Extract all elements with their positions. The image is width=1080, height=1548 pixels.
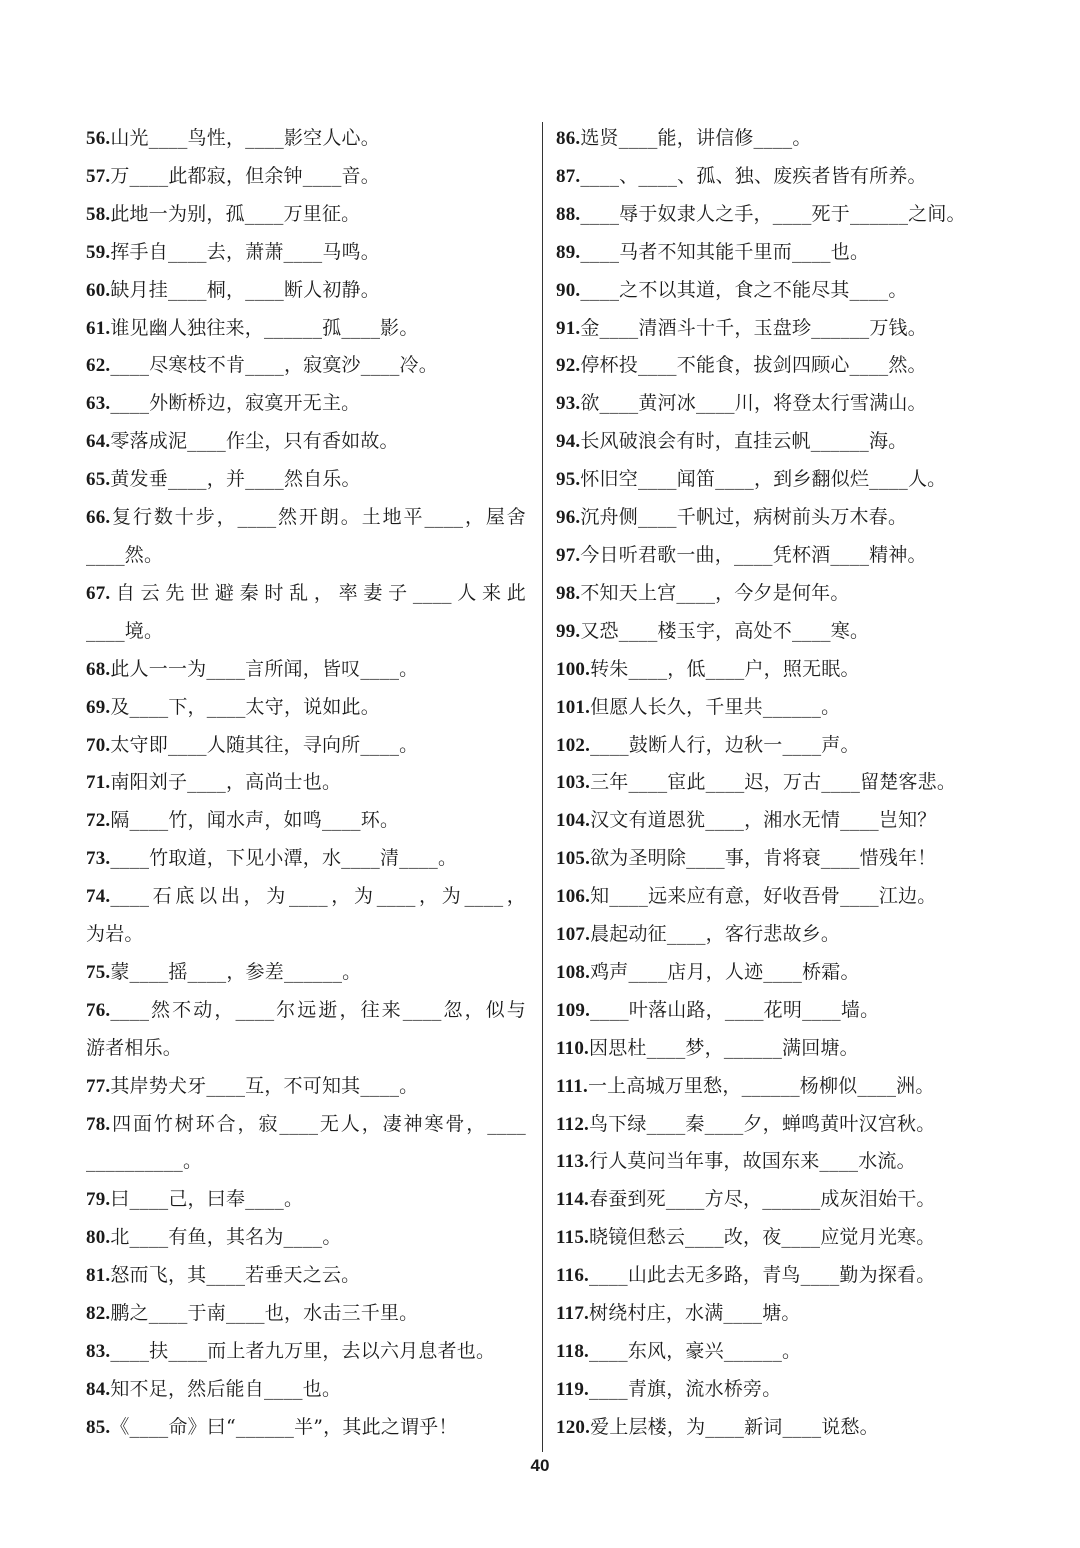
item-number: 83.: [86, 1341, 111, 1362]
exercise-item: [556, 120, 996, 158]
exercise-item: [86, 1295, 526, 1333]
item-text: ____东风，豪兴______。: [589, 1340, 802, 1362]
item-text: ____鼓断人行，边秋一____声。: [590, 733, 860, 756]
item-text: 山光____鸟性，____影空人心。: [110, 127, 380, 149]
exercise-item: [86, 499, 526, 537]
exercise-item: [86, 272, 526, 310]
item-text: ____外断桥边，寂寞开无主。: [110, 392, 361, 415]
item-text: 怀旧空____闻笛____，到乡翻似烂____人。: [580, 468, 947, 491]
exercise-item: [86, 727, 526, 765]
exercise-item: [86, 461, 526, 499]
item-text: 谁见幽人独往来，______孤____影。: [110, 316, 419, 339]
exercise-item: [556, 234, 996, 272]
item-text: 南阳刘子____，高尚士也。: [110, 771, 342, 794]
item-text: 知____远来应有意，好收吾骨____江边。: [590, 885, 937, 908]
item-text: 此人一一为____言所闻，皆叹____。: [110, 657, 419, 680]
exercise-item: [86, 196, 526, 234]
item-number: 67.: [86, 582, 111, 604]
item-text: 北____有鱼，其名为____。: [110, 1226, 342, 1249]
item-text: 长风破浪会有时，直挂云帆______海。: [580, 430, 908, 453]
exercise-item: [86, 575, 526, 613]
item-number: 60.: [86, 279, 111, 301]
item-text: 缺月挂____桐，____断人初静。: [110, 278, 380, 301]
item-number: 65.: [86, 469, 111, 491]
item-text: 转朱____，低____户，照无眠。: [590, 657, 860, 680]
exercise-item: [556, 1333, 996, 1371]
item-number: 105.: [556, 848, 591, 870]
item-text: 但愿人长久，千里共______。: [590, 695, 841, 718]
item-text: ____然不动，____尔远逝，往来____忽，似与: [110, 998, 526, 1021]
item-number: 90.: [556, 279, 581, 301]
item-text: 鸡声____店月，人迹____桥霜。: [590, 960, 860, 983]
exercise-item: [556, 1295, 996, 1333]
item-number: 115.: [556, 1227, 590, 1249]
exercise-item: [556, 423, 996, 461]
item-text: ____之不以其道，食之不能尽其____。: [580, 278, 908, 301]
exercise-item: [86, 1409, 526, 1447]
exercise-item: [556, 689, 996, 727]
exercise-item: [556, 916, 996, 954]
exercise-item: [556, 992, 996, 1030]
item-number: 93.: [556, 393, 581, 415]
item-number: 111.: [556, 1075, 588, 1097]
item-number: 104.: [556, 810, 591, 832]
item-text: ____、____、孤、独、废疾者皆有所养。: [580, 164, 927, 187]
item-number: 78.: [86, 1113, 111, 1135]
exercise-item: [86, 1181, 526, 1219]
item-text: 今日听君歌一曲，____凭杯酒____精神。: [580, 543, 927, 566]
item-text: 树绕村庄，水满____塘。: [589, 1302, 801, 1325]
page-number: 40: [530, 1456, 550, 1475]
item-number: 101.: [556, 696, 591, 718]
item-text: 爱上层楼，为____新词____说愁。: [590, 1415, 879, 1438]
exercise-item: [86, 158, 526, 196]
item-number: 58.: [86, 203, 111, 225]
exercise-item: [556, 840, 996, 878]
exercise-item: [556, 651, 996, 689]
item-text: ____扶____而上者九万里，去以六月息者也。: [110, 1340, 496, 1362]
item-text: 又恐____楼玉宇，高处不____寒。: [580, 619, 870, 642]
exercise-item: [86, 1257, 526, 1295]
item-number: 57.: [86, 165, 111, 187]
exercise-item: [556, 764, 996, 802]
item-text: 晓镜但愁云____改，夜____应觉月光寒。: [589, 1226, 936, 1249]
item-number: 117.: [556, 1303, 590, 1325]
exercise-item: [86, 764, 526, 802]
item-text: 三年____宦此____迟，万古____留楚客悲。: [590, 771, 957, 794]
item-number: 72.: [86, 810, 111, 832]
item-number: 113.: [556, 1151, 590, 1173]
left-column: [86, 120, 526, 1447]
exercise-item: [86, 954, 526, 992]
item-text: ____辱于奴隶人之手，____死于______之间。: [580, 202, 966, 225]
item-text: ____马者不知其能千里而____也。: [580, 240, 870, 263]
exercise-item: [556, 310, 996, 348]
exercise-item: [86, 1371, 526, 1409]
item-text: 春蚕到死____方尽，______成灰泪始干。: [589, 1188, 936, 1211]
item-text: 万____此都寂，但余钟____音。: [110, 164, 380, 187]
exercise-item: [86, 916, 526, 954]
exercise-item: [86, 689, 526, 727]
exercise-item: [556, 954, 996, 992]
exercise-item: [86, 1030, 526, 1068]
item-text: 挥手自____去，萧萧____马鸣。: [110, 240, 380, 263]
item-text: ____青旗，流水桥旁。: [589, 1377, 782, 1400]
exercise-item: [556, 196, 996, 234]
exercise-item: [556, 272, 996, 310]
exercise-item: [86, 537, 526, 575]
exercise-item: [86, 1219, 526, 1257]
exercise-item: [556, 461, 996, 499]
item-text: 四面竹树环合，寂____无人，凄神寒骨，____: [110, 1112, 526, 1135]
item-number: 75.: [86, 961, 111, 983]
item-text: 鸟下绿____秦____夕，蝉鸣黄叶汉宫秋。: [589, 1112, 936, 1135]
exercise-item: [556, 1030, 996, 1068]
item-number: 99.: [556, 620, 581, 642]
item-number: 74.: [86, 886, 111, 908]
exercise-item: [86, 1143, 526, 1181]
right-column: [556, 120, 996, 1447]
item-text: ____叶落山路，____花明____墙。: [590, 998, 880, 1021]
item-text-continued: ____然。: [86, 543, 164, 566]
item-number: 70.: [86, 734, 111, 756]
exercise-item: [86, 992, 526, 1030]
item-number: 100.: [556, 658, 591, 680]
item-text: 黄发垂____，并____然自乐。: [110, 468, 361, 491]
item-number: 73.: [86, 848, 111, 870]
item-number: 89.: [556, 241, 581, 263]
item-number: 118.: [556, 1341, 590, 1362]
item-number: 79.: [86, 1189, 111, 1211]
item-number: 107.: [556, 924, 591, 946]
item-text: ____竹取道，下见小潭，水____清____。: [110, 847, 458, 870]
item-number: 114.: [556, 1189, 590, 1211]
item-text: 曰____己，曰奉____。: [110, 1188, 304, 1211]
exercise-item: [556, 575, 996, 613]
exercise-item: [556, 385, 996, 423]
item-number: 98.: [556, 582, 581, 604]
item-text: 复行数十步，____然开朗。土地平____，屋舍: [110, 506, 526, 529]
item-number: 103.: [556, 772, 591, 794]
item-number: 88.: [556, 203, 581, 225]
item-number: 68.: [86, 658, 111, 680]
item-text-continued: __________。: [86, 1150, 203, 1173]
item-text: 太守即____人随其往，寻向所____。: [110, 733, 419, 756]
exercise-item: [86, 840, 526, 878]
item-number: 81.: [86, 1265, 111, 1287]
item-number: 77.: [86, 1075, 111, 1097]
item-text: 沉舟侧____千帆过，病树前头万木春。: [580, 506, 908, 529]
item-text: 汉文有道恩犹____，湘水无情____岂知？: [590, 809, 937, 832]
item-text-continued: 为岩。: [86, 923, 144, 946]
item-text: 隔____竹，闻水声，如鸣____环。: [110, 809, 400, 832]
item-text: ____山此去无多路，青鸟____勤为探看。: [589, 1264, 936, 1287]
exercise-item: [86, 1106, 526, 1144]
exercise-item: [86, 423, 526, 461]
item-text: 自云先世避秦时乱，率妻子____人来此: [110, 581, 526, 604]
item-text: 不知天上宫____，今夕是何年。: [580, 581, 850, 604]
exercise-item: [86, 878, 526, 916]
exercise-item: [556, 613, 996, 651]
item-text: 怒而飞，其____若垂天之云。: [110, 1264, 361, 1287]
exercise-item: [556, 537, 996, 575]
item-text: 《____命》曰“______半”，其此之谓乎！: [110, 1415, 458, 1438]
item-text: 蒙____摇____，参差______。: [110, 960, 362, 983]
item-number: 84.: [86, 1378, 111, 1400]
exercise-item: [86, 385, 526, 423]
item-text-continued: ____境。: [86, 619, 164, 642]
item-number: 71.: [86, 772, 111, 794]
exercise-item: [556, 347, 996, 385]
item-text: 一上高城万里愁，______杨柳似____洲。: [587, 1074, 935, 1097]
exercise-item: [556, 1409, 996, 1447]
item-text: 此地一为别，孤____万里征。: [110, 202, 361, 225]
item-number: 64.: [86, 431, 111, 453]
exercise-item: [86, 613, 526, 651]
item-number: 102.: [556, 734, 591, 756]
item-number: 95.: [556, 469, 581, 491]
item-text: 零落成泥____作尘，只有香如故。: [110, 430, 399, 453]
exercise-item: [556, 1219, 996, 1257]
item-number: 120.: [556, 1416, 591, 1438]
item-text: ____石底以出，为____，为____，为____，: [110, 885, 526, 908]
item-number: 85.: [86, 1416, 111, 1438]
item-number: 108.: [556, 961, 591, 983]
exercise-item: [86, 1068, 526, 1106]
exercise-item: [86, 802, 526, 840]
item-number: 110.: [556, 1037, 590, 1059]
exercise-item: [556, 1068, 996, 1106]
item-text: 选贤____能，讲信修____。: [580, 127, 812, 149]
item-number: 80.: [86, 1227, 111, 1249]
item-number: 116.: [556, 1265, 590, 1287]
item-number: 56.: [86, 128, 111, 149]
column-divider: [542, 122, 543, 1452]
item-text: 晨起动征____，客行悲故乡。: [590, 923, 841, 946]
item-text: 行人莫问当年事，故国东来____水流。: [589, 1150, 916, 1173]
item-number: 61.: [86, 317, 111, 339]
exercise-item: [86, 310, 526, 348]
exercise-item: [86, 651, 526, 689]
exercise-item: [86, 1333, 526, 1371]
item-number: 63.: [86, 393, 111, 415]
item-text: 其岸势犬牙____互，不可知其____。: [110, 1074, 419, 1097]
item-text: ____尽寒枝不肯____，寂寞沙____冷。: [110, 354, 438, 377]
exercise-item: [556, 1181, 996, 1219]
item-number: 69.: [86, 696, 111, 718]
exercise-item: [556, 1106, 996, 1144]
item-number: 91.: [556, 317, 581, 339]
exercise-item: [86, 234, 526, 272]
exercise-item: [86, 347, 526, 385]
item-text: 欲为圣明除____事，肯将衰____惜残年！: [590, 847, 937, 870]
item-text: 欲____黄河冰____川，将登太行雪满山。: [580, 392, 927, 415]
exercise-item: [556, 1257, 996, 1295]
item-number: 97.: [556, 544, 581, 566]
item-number: 62.: [86, 355, 111, 377]
exercise-item: [556, 158, 996, 196]
item-number: 112.: [556, 1113, 590, 1135]
item-text: 因思杜____梦，______满回塘。: [589, 1036, 859, 1059]
item-text: 停杯投____不能食，拔剑四顾心____然。: [580, 354, 927, 377]
item-text: 鹏之____于南____也，水击三千里。: [110, 1302, 419, 1325]
item-number: 92.: [556, 355, 581, 377]
item-number: 96.: [556, 507, 581, 529]
item-number: 59.: [86, 241, 111, 263]
item-number: 86.: [556, 128, 581, 149]
item-number: 109.: [556, 999, 591, 1021]
item-number: 119.: [556, 1378, 590, 1400]
exercise-item: [556, 727, 996, 765]
exercise-item: [556, 802, 996, 840]
item-number: 66.: [86, 507, 111, 529]
exercise-item: [556, 878, 996, 916]
exercise-item: [556, 1371, 996, 1409]
item-text: 知不足，然后能自____也。: [110, 1377, 342, 1400]
item-number: 94.: [556, 431, 581, 453]
item-text: 及____下，____太守，说如此。: [110, 695, 380, 718]
exercise-item: [556, 1143, 996, 1181]
item-number: 106.: [556, 886, 591, 908]
exercise-item: [86, 120, 526, 158]
item-number: 76.: [86, 999, 111, 1021]
item-number: 87.: [556, 165, 581, 187]
exercise-item: [556, 499, 996, 537]
item-text-continued: 游者相乐。: [86, 1036, 183, 1059]
item-number: 82.: [86, 1303, 111, 1325]
item-text: 金____清酒斗十千，玉盘珍______万钱。: [580, 316, 927, 339]
